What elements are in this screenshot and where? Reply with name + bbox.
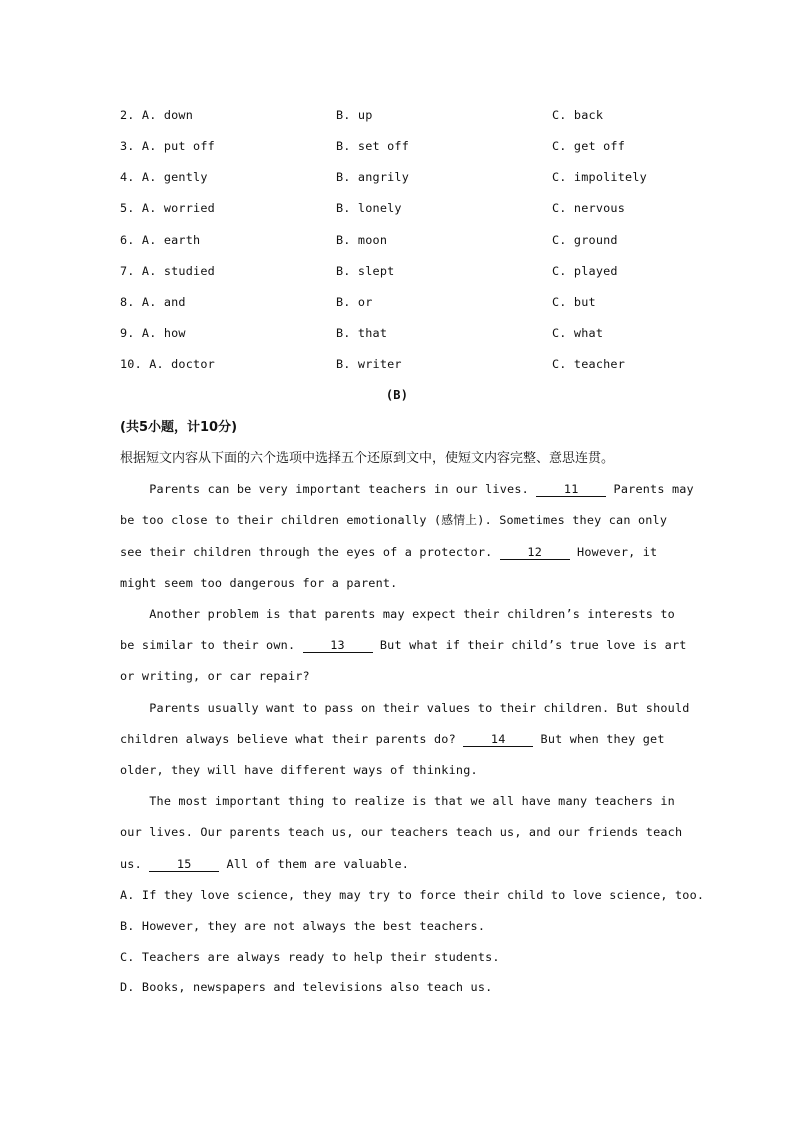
- passage-line: be too close to their children emotionally (感情上). Sometimes they can only: [120, 513, 668, 527]
- option-row: [120, 233, 720, 253]
- option-a: 7. A. studied: [120, 264, 215, 278]
- option-a: 4. A. gently: [120, 170, 208, 184]
- option-a: 10. A. doctor: [120, 357, 215, 371]
- option-c: C. nervous: [552, 201, 626, 215]
- option-a: 3. A. put off: [120, 139, 215, 153]
- option-c: C. get off: [552, 139, 626, 153]
- option-b: B. set off: [336, 139, 410, 153]
- passage-line: or writing, or car repair?: [120, 669, 310, 683]
- option-b: B. that: [336, 326, 388, 340]
- option-a: 6. A. earth: [120, 233, 201, 247]
- option-row: [120, 139, 720, 159]
- choice-b: B. However, they are not always the best teachers.: [120, 919, 486, 933]
- option-a: 8. A. and: [120, 295, 186, 309]
- option-row: [120, 201, 720, 221]
- passage-line: Parents usually want to pass on their values to their children. But should: [120, 701, 690, 715]
- passage-line: older, they will have different ways of thinking.: [120, 763, 478, 777]
- option-b: B. angrily: [336, 170, 410, 184]
- option-c: C. but: [552, 295, 596, 309]
- choice-c: C. Teachers are always ready to help their students.: [120, 950, 500, 964]
- passage-line: might seem too dangerous for a parent.: [120, 576, 398, 590]
- option-row: [120, 357, 720, 377]
- option-b: B. moon: [336, 233, 388, 247]
- passage-line: be similar to their own. 13 But what if their child’s true love is art: [120, 638, 687, 652]
- blank-13: 13: [303, 638, 373, 653]
- section-points: (共5小题，计10分): [120, 420, 238, 435]
- passage-line: Another problem is that parents may expect their children’s interests to: [120, 607, 675, 621]
- option-row: [120, 264, 720, 284]
- option-c: C. ground: [552, 233, 618, 247]
- option-row: [120, 170, 720, 190]
- option-b: B. lonely: [336, 201, 402, 215]
- passage-line: Parents can be very important teachers in our lives. 11 Parents may: [120, 482, 694, 496]
- option-a: 2. A. down: [120, 108, 194, 122]
- option-c: C. what: [552, 326, 604, 340]
- instruction: 根据短文内容从下面的六个选项中选择五个还原到文中，使短文内容完整、意思连贯。: [120, 451, 615, 466]
- option-a: 5. A. worried: [120, 201, 215, 215]
- option-c: C. back: [552, 108, 604, 122]
- option-b: B. slept: [336, 264, 395, 278]
- section-label: (B): [385, 388, 409, 402]
- option-row: [120, 295, 720, 315]
- option-c: C. impolitely: [552, 170, 647, 184]
- blank-15: 15: [149, 857, 219, 872]
- option-b: B. or: [336, 295, 373, 309]
- option-row: [120, 326, 720, 346]
- blank-11: 11: [536, 482, 606, 497]
- choice-d: D. Books, newspapers and televisions also teach us.: [120, 980, 493, 994]
- blank-12: 12: [500, 545, 570, 560]
- passage-line: children always believe what their parents do? 14 But when they get: [120, 732, 665, 746]
- option-b: B. up: [336, 108, 373, 122]
- choice-a: A. If they love science, they may try to force their child to love science, too.: [120, 888, 705, 902]
- option-row: [120, 108, 720, 128]
- blank-14: 14: [463, 732, 533, 747]
- option-c: C. teacher: [552, 357, 626, 371]
- passage-line: our lives. Our parents teach us, our teachers teach us, and our friends teach: [120, 825, 683, 839]
- passage-line: The most important thing to realize is that we all have many teachers in: [120, 794, 675, 808]
- passage-line: see their children through the eyes of a protector. 12 However, it: [120, 545, 658, 559]
- option-a: 9. A. how: [120, 326, 186, 340]
- passage-line: us. 15 All of them are valuable.: [120, 857, 410, 871]
- option-b: B. writer: [336, 357, 402, 371]
- option-c: C. played: [552, 264, 618, 278]
